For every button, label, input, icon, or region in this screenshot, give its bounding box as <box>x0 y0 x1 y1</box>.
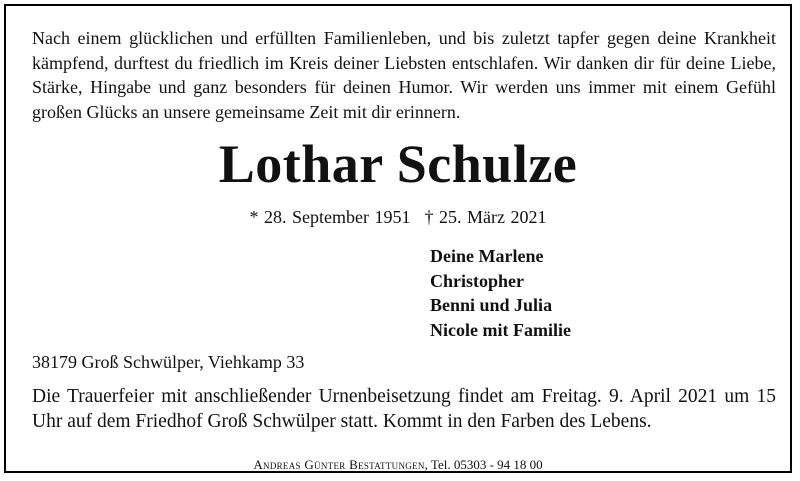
mourner-line: Benni und Julia <box>430 295 553 315</box>
intro-text: Nach einem glücklichen und erfüllten Familienleben, und bis zuletzt tapfer gegen deine Krankheit kämpfend, durftest du friedlich im Kreis deiner Liebsten entschlafen. Wir danken dir für deine Liebe, Stärke, Hingabe und ganz besonders für deinen Humor. Wir werden uns immer mit einem Gefühl großen Glücks an unsere gemeinsame Zeit mit dir erinnern. <box>32 28 776 122</box>
mourner-line: Christopher <box>430 270 524 291</box>
undertaker-line <box>6 457 790 473</box>
birth-date: * 28. September 1951 <box>249 207 411 227</box>
mourner-line: Nicole mit Familie <box>430 319 571 340</box>
obituary-notice <box>4 4 792 473</box>
life-dates <box>6 205 790 229</box>
mourner-line: Deine Marlene <box>430 246 544 266</box>
funeral-details: Die Trauerfeier mit anschließender Urnenbeisetzung findet am Freitag. 9. April 2021 um 15 Uhr auf dem Friedhof Groß Schwülper statt. Kommt in den Farben des Lebens. <box>32 386 776 432</box>
death-date: † 25. März 2021 <box>424 207 547 227</box>
deceased-name: Lothar Schulze <box>218 134 578 194</box>
undertaker-phone: , Tel. 05303 - 94 18 00 <box>424 457 543 472</box>
family-address: 38179 Groß Schwülper, Viehkamp 33 <box>32 352 305 372</box>
undertaker-name: Andreas Günter Bestattungen <box>253 457 425 472</box>
mourners-list <box>430 244 571 342</box>
